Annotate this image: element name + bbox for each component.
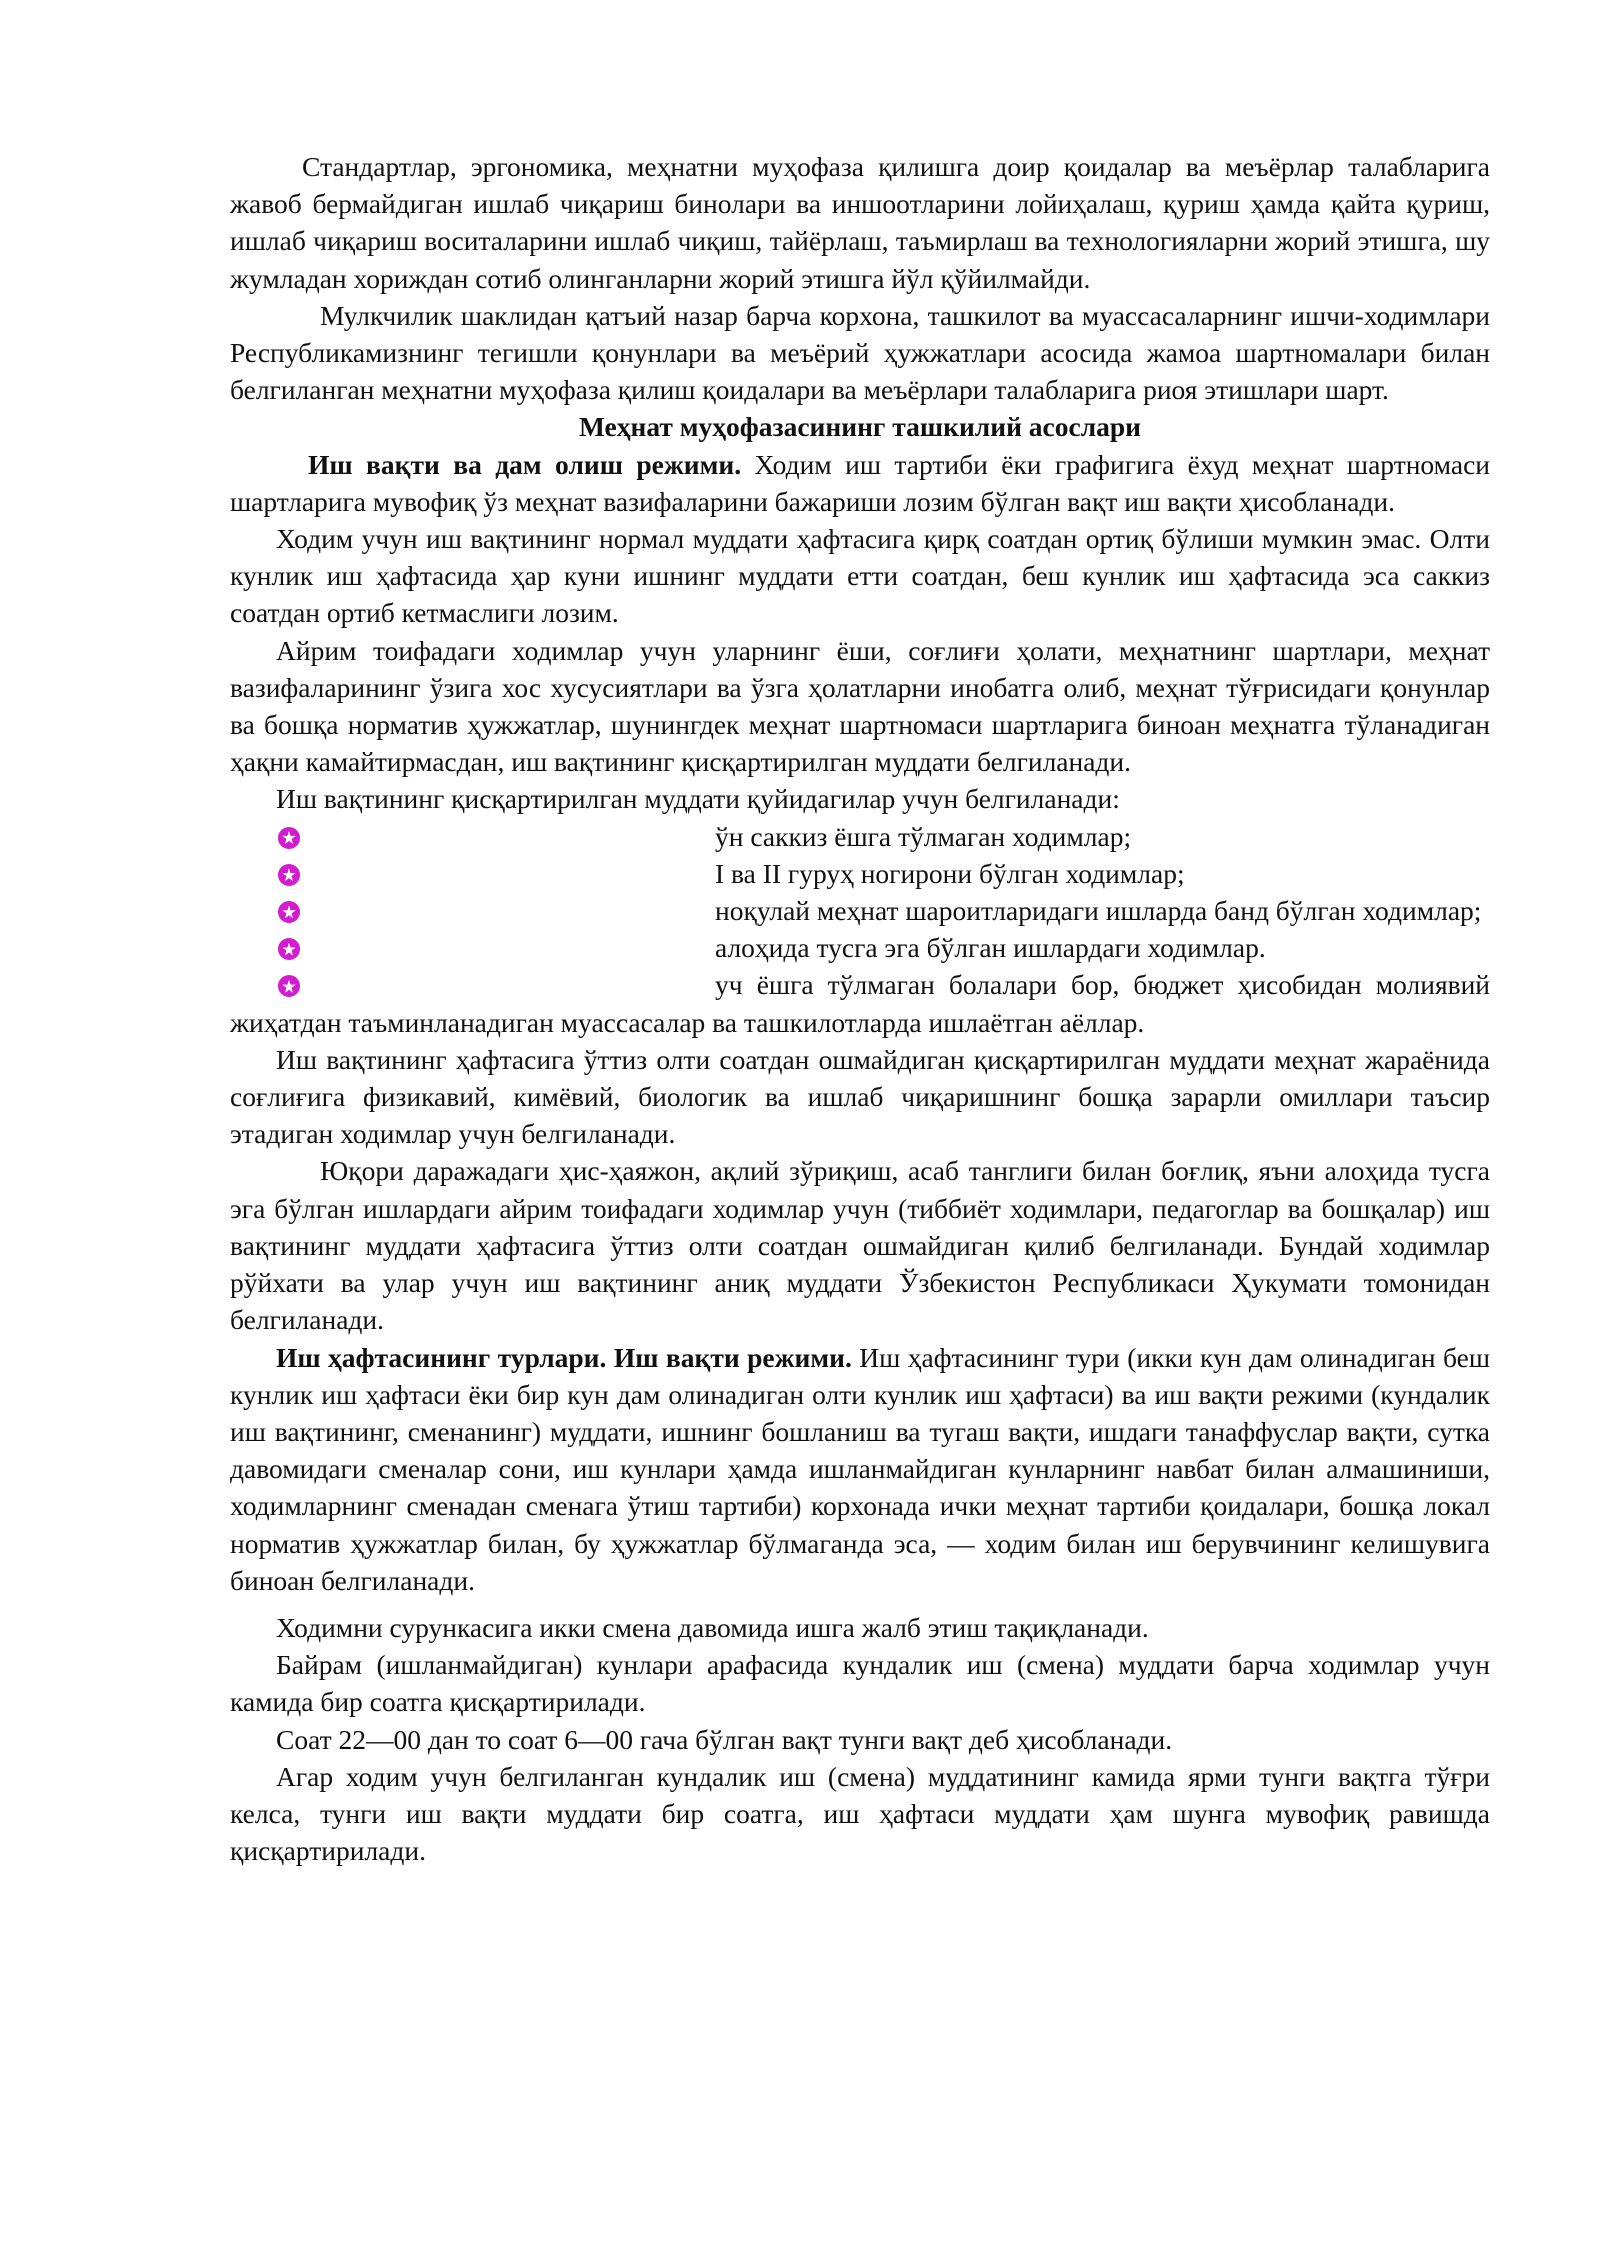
list-item-text: уч ёшга тўлмаган болалари бор, бюджет ҳисобидан [715, 969, 1362, 1001]
paragraph-work-time-text: Ходим иш тартиби ёки графигига ёхуд меҳнат шартномаси шартларига мувофиқ ўз меҳнат вазифаларини бажариши лозим бўлган вақт иш вақти ҳисобланади. [230, 448, 1491, 517]
subheading-work-time: Иш вақти ва дам олиш режими. [308, 448, 742, 480]
paragraph-ownership: Мулкчилик шаклидан қатъий назар барча корхона, ташкилот ва муассасаларнинг ишчи-ходимлари Республикамизнинг тегишли қонунлари ва меъёрий ҳужжатлари асосида жамоа шартномалари билан белгиланган меҳнатни муҳофаза қилиш қоидалари ва меъёрлари талабларига риоя этишлари шарт. [230, 299, 1490, 406]
list-item [230, 855, 1490, 892]
list-item [230, 929, 1490, 966]
list-item-text: ноқулай меҳнат шароитларидаги ишларда банд бўлган [715, 895, 1356, 927]
subheading-week-types: Иш ҳафтасининг турлари. Иш вақти режими. [276, 1341, 852, 1373]
paragraph-36-hours: Иш вақтининг ҳафтасига ўттиз олти соатдан ошмайдиган қисқартирилган муддати меҳнат жараёнида соғлиғига физикавий, кимёвий, биологик ва ишлаб чиқаришнинг бошқа зарарли омиллари таъсир этадиган ходимлар учун белгиланади. [230, 1043, 1490, 1150]
star-bullet-icon [278, 938, 300, 960]
list-item-text: алоҳида тусга эга бўлган ишлардаги ходимлар. [715, 932, 1266, 964]
list-item-text: ўн саккиз ёшга тўлмаган ходимлар; [715, 820, 1132, 852]
list-item-text: I ва II гуруҳ ногирони бўлган ходимлар; [715, 857, 1185, 889]
document-page [230, 148, 1490, 1869]
paragraph-categories: Айрим тоифадаги ходимлар учун уларнинг ёши, соғлиғи ҳолати, меҳнатнинг шартлари, меҳнат вазифаларининг ўзига хос хусусиятлари ва ўзга ҳолатларни инобатга олиб, меҳнат тўғрисидаги қонунлар ва бошқа норматив ҳужжатлар, шунингдек меҳнат шартномаси шартларига биноан меҳнатга тўланадиган ҳақни камайтирмасдан, иш вақтининг қисқартирилган муддати белгиланади. [230, 634, 1490, 778]
star-bullet-icon [278, 864, 300, 886]
list-item [230, 892, 1490, 929]
star-bullet-icon [278, 827, 300, 849]
paragraph-standards: Стандартлар, эргономика, меҳнатни муҳофаза қилишга доир қоидалар ва меъёрлар талабларига жавоб бермайдиган ишлаб чиқариш бинолари ва иншоотларини лойиҳалаш, қуриш ҳамда қайта қуриш, ишлаб чиқариш воситаларини ишлаб чиқиш, тайёрлаш, таъмирлаш ва технологияларни жорий этишга, шу жумладан хориждан сотиб олинганларни жорий этишга йўл қўйилмайди. [230, 151, 1490, 294]
list-item-text-continued: молиявий жиҳатдан таъминланадиган муассасалар ва ташкилотларда ишлаётган аёллар. [230, 969, 1491, 1038]
list-item [230, 818, 1490, 855]
paragraph-night-time: Соат 22—00 дан то соат 6—00 гача бўлган вақт тунги вақт деб ҳисобланади. [276, 1723, 1173, 1755]
paragraph-night-shift: Агар ходим учун белгиланган кундалик иш (смена) муддатининг камида ярми тунги вақтга тўғри келса, тунги иш вақти муддати бир соатга, иш ҳафтаси муддати ҳам шунга мувофиқ равишда қисқартирилади. [230, 1760, 1490, 1867]
list-item [230, 966, 1490, 1040]
paragraph-two-shifts: Ходимни сурункасига икки смена давомида ишга жалб этиш тақиқланади. [276, 1611, 1149, 1643]
paragraph-normal-duration: Ходим учун иш вақтининг нормал муддати ҳафтасига қирқ соатдан ортиқ бўлиши мумкин эмас. Олти кунлик иш ҳафтасида ҳар куни ишнинг муддати етти соатдан, беш кунлик иш ҳафтасида эса саккиз соатдан ортиб кетмаслиги лозим. [230, 523, 1490, 629]
paragraph-week-types-text: Иш ҳафтасининг тури (икки кун дам олинадиган беш кунлик иш ҳафтаси ёки бир кун дам олинадиган олти кунлик иш ҳафтаси) ва иш вақти режими (кундалик иш вақтининг, сменанинг) муддати, ишнинг бошланиш ва тугаш вақти, ишдаги танаффуслар вақти, сутка давомидаги сменалар сони, иш кунлари ҳамда ишланмайдиган кунларнинг навбат билан алмашиниши, ходимларнинг сменадан сменага ўтиш тартиби) корхонада ички меҳнат тартиби қоидалари, бошқа локал норматив ҳужжатлар билан, бу ҳужжатлар бўлмаганда эса, — ходим билан иш берувчининг келишувига биноан белгиланади. [230, 1341, 1491, 1596]
paragraph-high-stress: Юқори даражадаги ҳис-ҳаяжон, ақлий зўриқиш, асаб танглиги билан боғлиқ, яъни алоҳида тусга эга бўлган ишлардаги айрим тоифадаги ходимлар учун (тиббиёт ходимлари, педагоглар ва бошқалар) иш вақтининг муддати ҳафтасига ўттиз олти соатдан ошмайдиган қилиб белгиланади. Бундай ходимлар рўйхати ва улар учун иш вақтининг аниқ муддати Ўзбекистон Республикаси Ҳукумати томонидан белгиланади. [230, 1155, 1490, 1336]
paragraph-work-time [230, 446, 1490, 520]
section-heading: Меҳнат муҳофазасининг ташкилий асослари [578, 411, 1142, 443]
star-bullet-icon [278, 901, 300, 923]
paragraph-list-intro: Иш вақтининг қисқартирилган муддати қуйидагилар учун белгиланади: [276, 783, 1120, 815]
list-item-text-continued: ходимлар; [1362, 895, 1482, 927]
star-bullet-icon [278, 975, 300, 997]
paragraph-week-types [230, 1339, 1490, 1599]
paragraph-holidays: Байрам (ишланмайдиган) кунлари арафасида кундалик иш (смена) муддати барча ходимлар учун камида бир соатга қисқартирилади. [230, 1649, 1490, 1718]
